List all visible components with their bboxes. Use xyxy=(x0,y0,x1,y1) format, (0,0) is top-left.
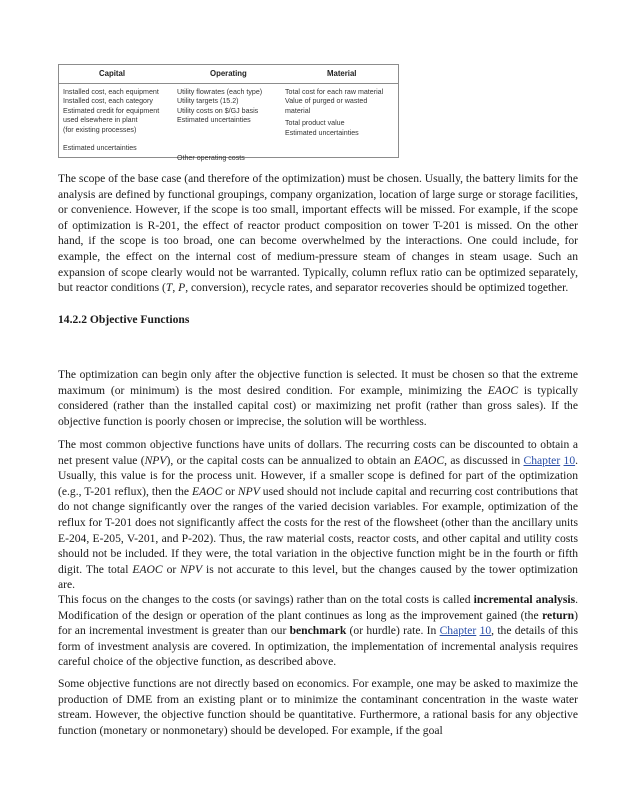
paragraph-scope: The scope of the base case (and therefore of the optimization) must be chosen. Usually, the battery limits for the analysis are defined by functional groupings, company organization, location of large surge or storage facilities, or convenience. However, if the scope is too small, important effects will be missed. For example, if the scope of optimization is R-201, the effect of reactor product composition on tower T-201 is missed. On the other hand, if the scope is too broad, one can become overwhelmed by the interactions. One could include, for example, the effect on the internal cost of medium-pressure steam of changes in steam usage. Such an expansion of scope clearly would not be warranted. Typically, column reflux ratio can be optimized separately, but reactor conditions (T, P, conversion), recycle rates, and separator recoveries should be optimized together. xyxy=(58,172,578,295)
paragraph-incremental: This focus on the changes to the costs (or savings) rather than on the total costs is called incremental analysis. Modification of the design or operation of the plant continues as long as the improvement gained (the return) for an incremental investment is greater than our benchmark (or hurdle) rate. In Chapter 10, the details of this form of investment analysis are covered. In optimization, the implementation of incremental analysis requires careful choice of the objective function, as described above. xyxy=(58,593,578,669)
col-header-capital: Capital xyxy=(99,69,125,78)
table-cell: Total cost for each raw material xyxy=(285,88,384,96)
chapter-link[interactable]: Chapter xyxy=(439,624,477,638)
cost-categories-table xyxy=(58,64,399,162)
paragraph-units: The most common objective functions have units of dollars. The recurring costs can be discounted to obtain a net present value (NPV), or the capital costs can be annualized to obtain an EAOC, as discussed in Chapter 10. Usually, this value is for the process unit. However, if a smaller scope is defined for part of the optimization (e.g., T-201 reflux), then the EAOC or NPV used should not include capital and recurring cost contributions that do not change significantly over the ranges of the varied decision variables. For example, optimization of the reflux for T-201 does not significantly affect the costs for the rest of the flowsheet (other than the ancillary units E-204, E-205, V-201, and P-202). Thus, the raw material costs, reactor costs, and other capital and utility costs should not be included. If they were, the total variation in the objective function might be in the fourth or fifth digit. The total EAOC or NPV is not accurate to this level, but the changes caused by the tower optimization are. xyxy=(58,438,579,592)
table-header xyxy=(59,65,398,84)
capital-column xyxy=(63,88,159,153)
table-cell: Estimated uncertainties xyxy=(177,116,251,125)
table-cell: Utility flowrates (each type) xyxy=(177,88,263,96)
section-heading: 14.2.2 Objective Functions xyxy=(58,313,190,326)
table-cell: Installed cost, each category xyxy=(63,97,153,106)
table-cell: Estimated credit for equipment xyxy=(63,106,160,115)
paragraph-nonmonetary: Some objective functions are not directly based on economics. For example, one may be asked to maximize the production of DME from an existing plant or to minimize the contaminant concentration in the waste water stream. However, the objective function should be quantitative. Furthermore, a rational basis for any objective function (monetary or nonmonetary) should be developed. For example, if the goal xyxy=(58,677,578,737)
table-cell: Other operating costs xyxy=(177,153,245,162)
table-cell: Utility targets (15.2) xyxy=(177,97,239,106)
chapter-link[interactable]: Chapter xyxy=(523,453,561,467)
chapter-number-link[interactable]: 10 xyxy=(563,453,576,467)
table-cell: Value of purged or wasted xyxy=(285,97,368,106)
table-cell: Total product value xyxy=(285,119,345,128)
table-cell: Estimated uncertainties xyxy=(63,144,137,153)
chapter-number-link[interactable]: 10 xyxy=(479,624,492,638)
material-column xyxy=(285,88,383,138)
operating-column xyxy=(177,88,262,163)
col-header-material: Material xyxy=(327,69,357,78)
table-cell: Installed cost, each equipment xyxy=(63,88,159,96)
paragraph-objective: The optimization can begin only after the objective function is selected. It must be chosen so that the extreme maximum (or minimum) is the most desired condition. For example, minimizing the EAOC is typically considered (rather than the installed capital cost) or maximizing net profit (rather than gross sales). If the objective function is poorly chosen or imprecise, the solution will be worthless. xyxy=(58,368,578,428)
table-cell: (for existing processes) xyxy=(63,125,137,134)
table-cell: material xyxy=(285,106,311,115)
table-cell: Utility costs on $/GJ basis xyxy=(177,106,259,115)
table-cell: Estimated uncertainties xyxy=(285,128,359,137)
table-cell: used elsewhere in plant xyxy=(63,116,138,125)
col-header-operating: Operating xyxy=(210,69,247,78)
